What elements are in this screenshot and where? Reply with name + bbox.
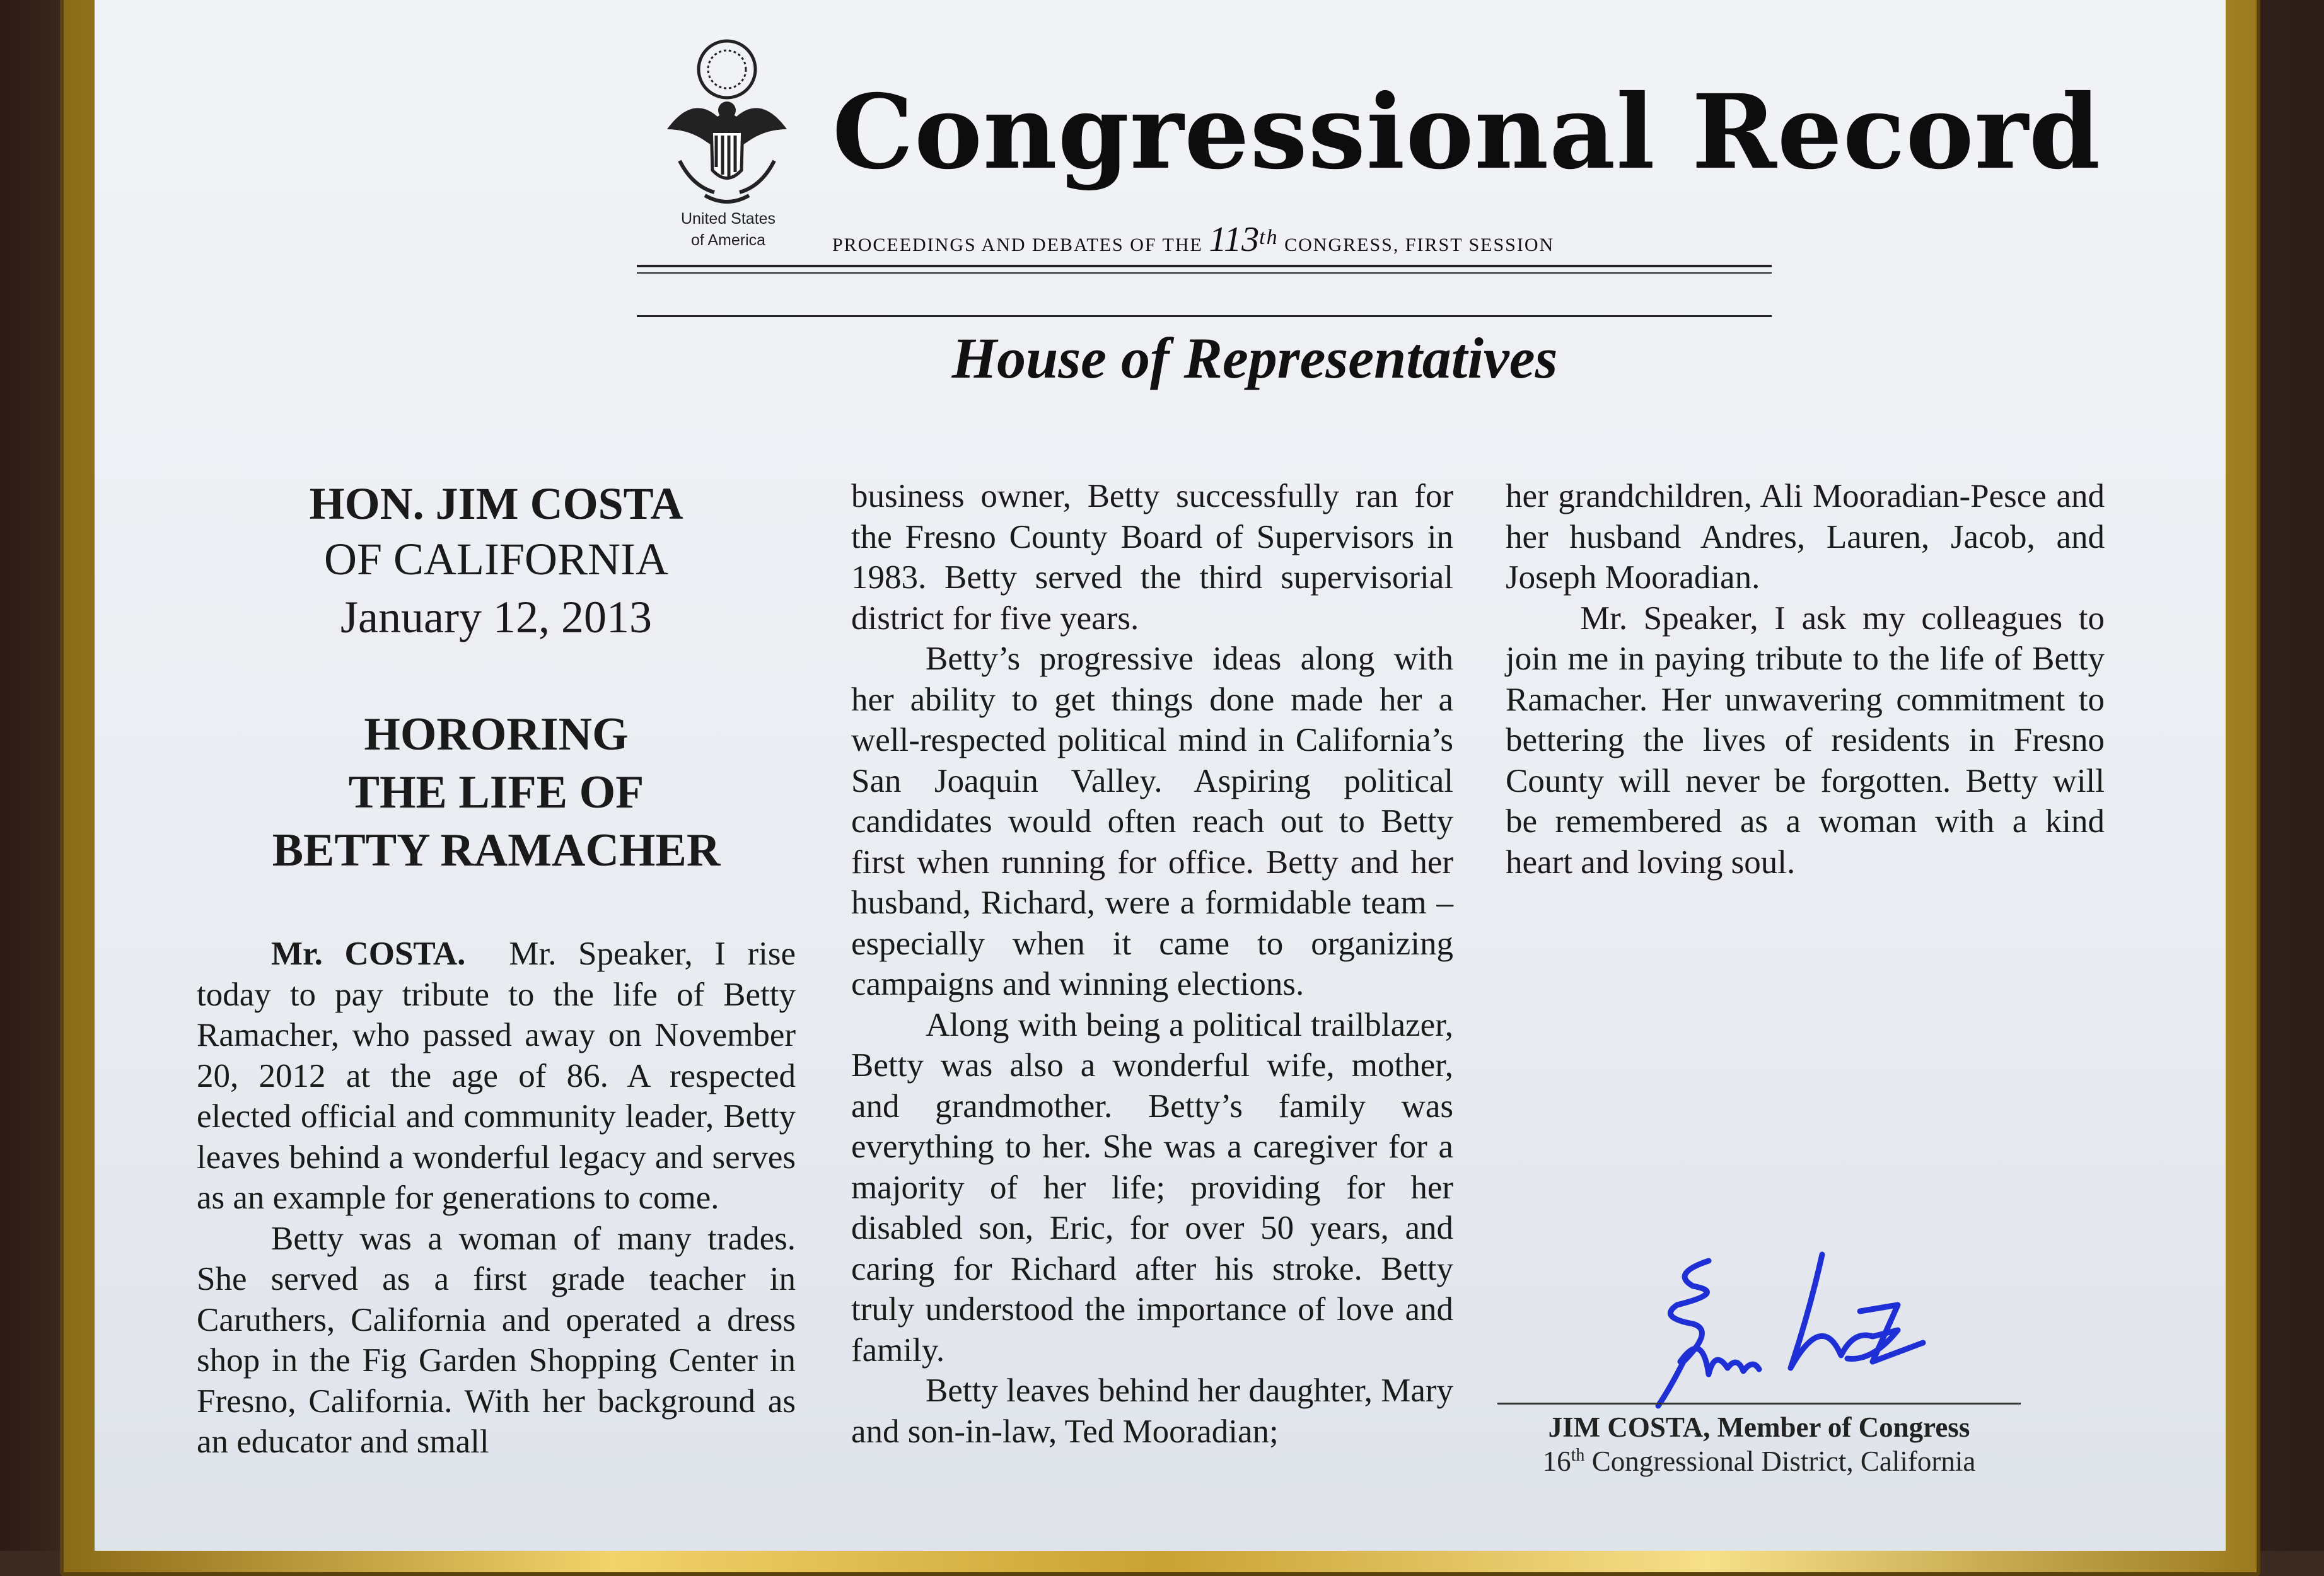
- subtitle-prefix: PROCEEDINGS AND DEBATES OF THE: [832, 235, 1203, 255]
- signer-name: JIM COSTA, Member of Congress: [1548, 1411, 1970, 1443]
- publication-title: Congressional Record: [832, 72, 2101, 192]
- masthead-rule-2: [637, 272, 1772, 274]
- seal-caption: [643, 208, 813, 251]
- congress-suffix: th: [1259, 226, 1279, 249]
- member-name: HON. JIM COSTA: [309, 478, 683, 529]
- certificate-paper: [95, 0, 2226, 1551]
- speaker-label: Mr. COSTA.: [271, 936, 466, 972]
- district-text: Congressional District, California: [1591, 1446, 1976, 1477]
- masthead-rule-1: [637, 265, 1772, 267]
- column-1: [197, 476, 796, 1463]
- paragraph-6: Mr. Speaker, I ask my colleagues to join me in paying tribute to the life of Betty Ramacher. Her unwavering commitment to bettering the lives of residents in Fresno County will never be forgotten. Betty will be remembered as a woman with a kind heart and loving soul.: [1506, 600, 2105, 881]
- member-state: OF CALIFORNIA: [323, 534, 669, 584]
- great-seal-icon: [642, 35, 812, 217]
- column-3: [1506, 476, 2105, 883]
- paragraph-2-part1: Betty was a woman of many trades. She served as a first grade teacher in Caruthers, California and operated a dress shop in the Fig Garden Shopping Center in Fresno, California. With her background as an educator and small: [197, 1220, 796, 1460]
- paragraph-5-part2: her grandchildren, Ali Mooradian-Pesce and her husband Andres, Lauren, Jacob, and Joseph Mooradian.: [1506, 478, 2105, 596]
- publication-subtitle: [832, 219, 1778, 260]
- chamber-heading: House of Representatives: [951, 326, 1558, 390]
- paragraph-2-part2: business owner, Betty successfully ran for the Fresno County Board of Supervisors in 1983. Betty served the third supervisorial district for five years.: [851, 478, 1453, 637]
- tribute-title-line3: BETTY RAMACHER: [272, 825, 721, 876]
- record-date: January 12, 2013: [340, 592, 652, 642]
- tribute-title: [197, 705, 796, 879]
- signer-district: [1497, 1445, 2021, 1478]
- subtitle-suffix: CONGRESS, FIRST SESSION: [1284, 235, 1555, 255]
- district-suffix: th: [1571, 1446, 1585, 1465]
- paragraph-5-part1: Betty leaves behind her daughter, Mary and son-in-law, Ted Mooradian;: [851, 1372, 1453, 1450]
- paragraph-1: [197, 934, 796, 1219]
- paragraph-3: Betty’s progressive ideas along with her ability to get things done made her a well-respected political mind in California’s San Joaquin Valley. Aspiring political candidates would often reach out to Betty first when running for office. Betty and her husband, Richard, were a formidable team – especially when it came to organizing campaigns and winning elections.: [851, 640, 1453, 1002]
- tribute-title-line1: HORORING: [364, 709, 629, 760]
- masthead-rule-3: [637, 315, 1772, 317]
- seal-caption-line1: United States: [680, 210, 776, 228]
- paragraph-1-text: Mr. Speaker, I rise today to pay tribute to the life of Betty Ramacher, who passed away on November 20, 2012 at the age of 86. A respected elected official and community leader, Betty leaves behind a wonderful legacy and serves as an example for generations to come.: [197, 936, 796, 1216]
- seal-caption-line2: of America: [690, 231, 766, 249]
- congress-number: 113: [1209, 220, 1260, 259]
- column-2: [851, 476, 1453, 1452]
- district-number: 16: [1542, 1446, 1571, 1477]
- signature-line: [1497, 1403, 2021, 1405]
- handwritten-signature: [1633, 1236, 1986, 1418]
- tribute-title-line2: THE LIFE OF: [348, 767, 644, 818]
- paragraph-4: Along with being a political trailblazer, Betty was also a wonderful wife, mother, and grandmother. Betty’s family was everything to her. She was a caregiver for a majority of her life; providing for her disabled son, Eric, for over 50 years, and caring for Richard after his stroke. Betty truly understood the importance of love and family.: [851, 1006, 1453, 1369]
